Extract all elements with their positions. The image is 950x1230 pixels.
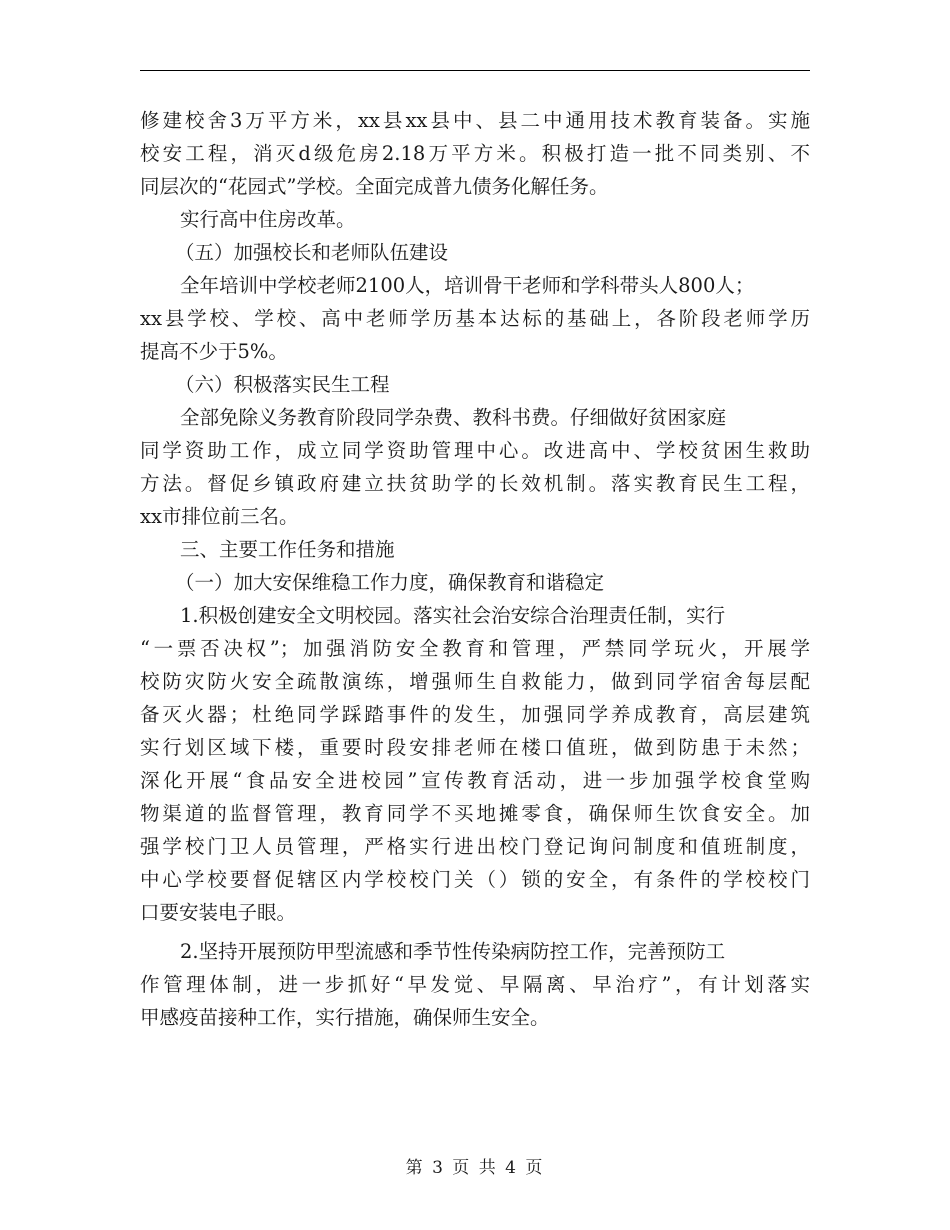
text-line: 同层次的“花园式”学校。全面完成普九债务化解任务。: [140, 175, 609, 198]
text-line: 2.坚持开展预防甲型流感和季节性传染病防控工作，完善预防工: [180, 940, 726, 963]
text-line: 深化开展“食品安全进校园”宣传教育活动，进一步加强学校食堂购: [140, 769, 810, 792]
text-line: 校安工程，消灭d级危房2.18万平方米。积极打造一批不同类别、不: [140, 142, 810, 165]
text-line: xx市排位前三名。: [140, 505, 299, 528]
text-line: 作管理体制，进一步抓好“早发觉、早隔离、早治疗”，有计划落实: [140, 973, 810, 996]
section-heading: （一）加大安保维稳工作力度，确保教育和谐稳定: [175, 571, 605, 594]
document-body: [140, 104, 810, 1034]
text-line: 中心学校要督促辖区内学校校门关（）锁的安全，有条件的学校校门: [140, 868, 810, 891]
text-line: 1.积极创建安全文明校园。落实社会治安综合治理责任制，实行: [180, 604, 726, 627]
text-line: 修建校舍3万平方米，xx县xx县中、县二中通用技术教育装备。实施: [140, 109, 810, 132]
text-line: 全部免除义务教育阶段同学杂费、教科书费。仔细做好贫困家庭: [180, 406, 727, 429]
text-line: 方法。督促乡镇政府建立扶贫助学的长效机制。落实教育民生工程，: [140, 472, 810, 495]
text-line: 实行划区域下楼，重要时段安排老师在楼口值班，做到防患于未然；: [140, 736, 810, 759]
text-line: 强学校门卫人员管理，严格实行进出校门登记询问制度和值班制度，: [140, 835, 810, 858]
text-line: 实行高中住房改革。: [180, 208, 356, 231]
text-line: 校防灾防火安全疏散演练，增强师生自救能力，做到同学宿舍每层配: [140, 670, 810, 693]
page-footer: 第 3 页 共 4 页: [405, 1158, 545, 1178]
section-heading: （五）加强校长和老师队伍建设: [175, 241, 449, 264]
header-rule: [140, 70, 810, 71]
text-line: 全年培训中学校老师2100人，培训骨干老师和学科带头人800人；: [180, 274, 755, 297]
text-line: 同学资助工作，成立同学资助管理中心。改进高中、学校贫困生救助: [140, 439, 810, 462]
text-line: xx县学校、学校、高中老师学历基本达标的基础上，各阶段老师学历: [140, 307, 810, 330]
section-heading: （六）积极落实民生工程: [175, 373, 390, 396]
text-line: 提高不少于5%。: [140, 340, 288, 363]
section-heading: 三、主要工作任务和措施: [180, 538, 395, 561]
text-line: 备灭火器；杜绝同学踩踏事件的发生，加强同学养成教育，高层建筑: [140, 703, 810, 726]
text-line: 物渠道的监督管理，教育同学不买地摊零食，确保师生饮食安全。加: [140, 802, 810, 825]
text-line: 甲感疫苗接种工作，实行措施，确保师生安全。: [140, 1006, 550, 1029]
text-line: “一票否决权”；加强消防安全教育和管理，严禁同学玩火，开展学: [140, 637, 810, 660]
text-line: 口要安装电子眼。: [140, 901, 297, 924]
